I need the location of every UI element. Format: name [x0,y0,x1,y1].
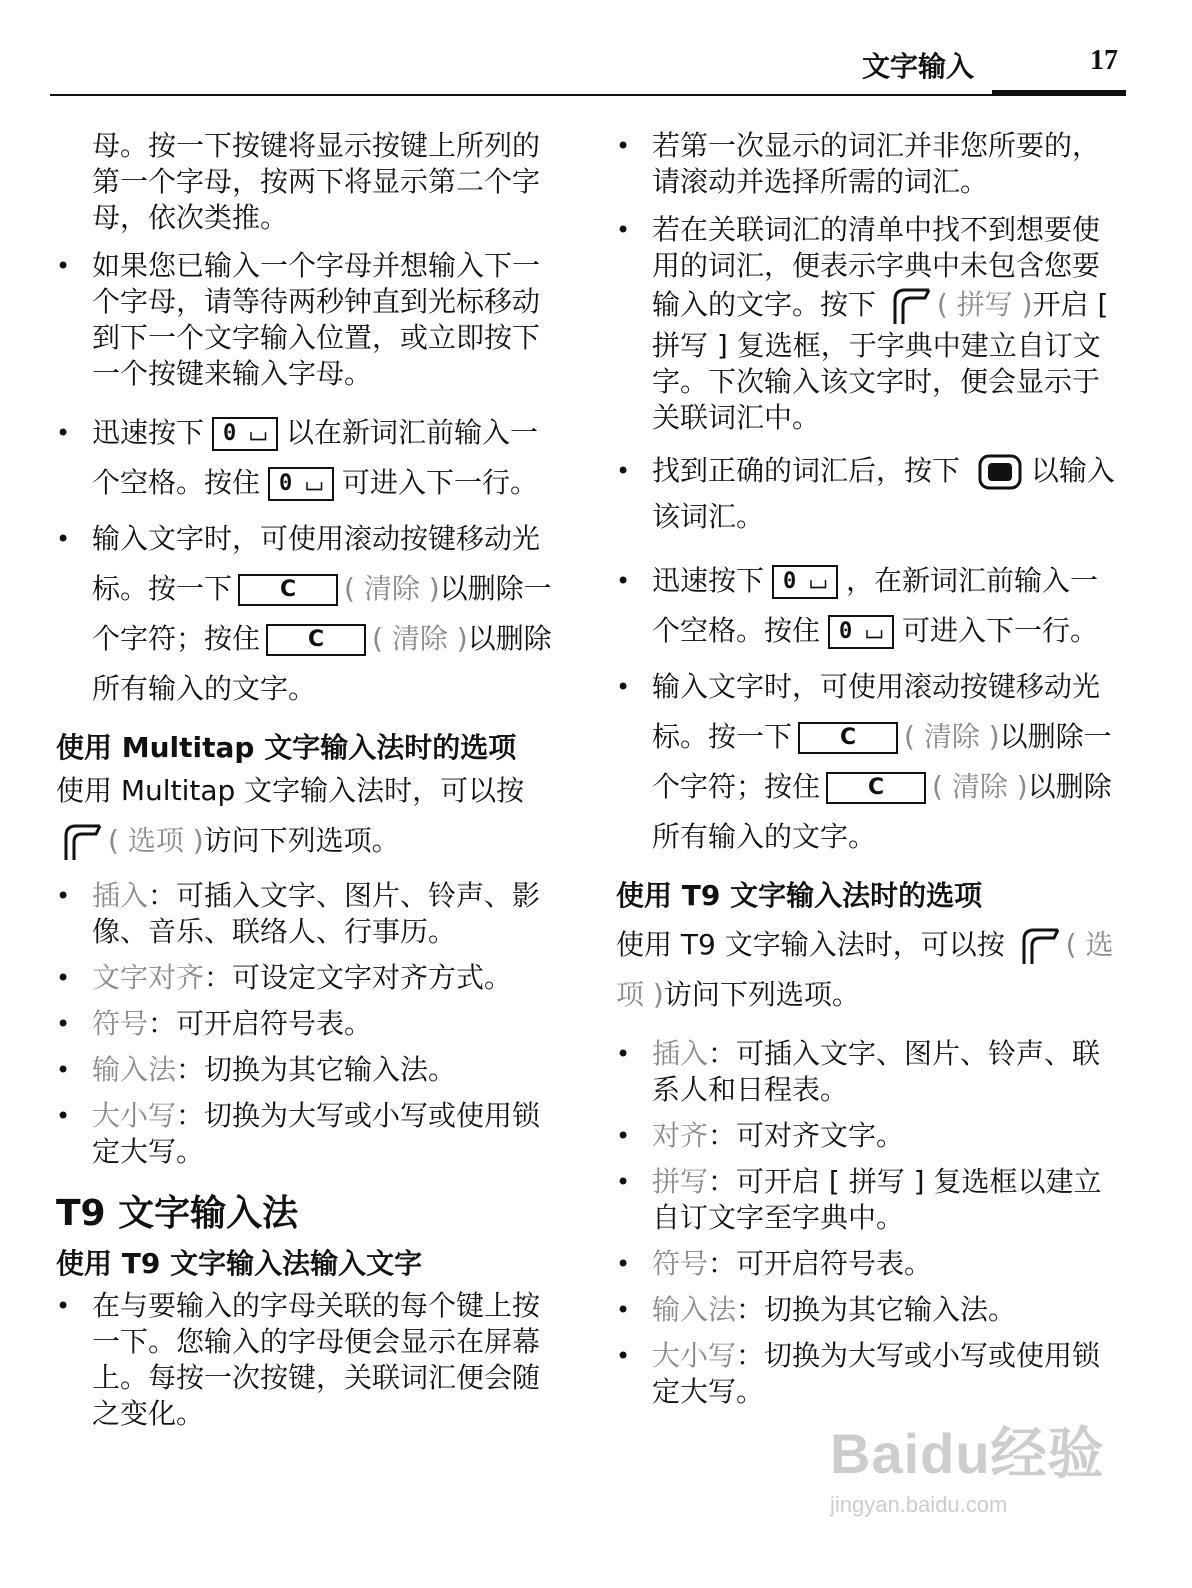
select-key-icon [977,453,1023,491]
list-item [56,1052,556,1088]
option-label: 符号 [652,1247,709,1280]
text: 使用 Multitap 文字输入法时，可以按 [56,774,525,807]
text: 迅速按下 [92,416,205,449]
text: 以在新词汇前输入一个空格。按住 [92,416,539,499]
text: 以删除一个字符；按住 [92,572,552,655]
options-key-icon [1018,924,1062,968]
list-item [616,662,1126,862]
option-text: ：可对齐文字。 [708,1119,905,1152]
watermark-logo: Baidu经验 [830,1422,1105,1485]
section-heading: 使用 T9 文字输入法输入文字 [56,1247,423,1280]
options-key-icon [889,284,933,328]
option-text: ：可设定文字对齐方式。 [204,961,513,994]
text: 以输入该词汇。 [652,454,1115,533]
text: 输入文字时，可使用滚动按键移动光标。按一下 [92,522,541,605]
text: 以删除所有输入的文字。 [652,770,1112,853]
options-label: ( 选项 ) [616,928,1114,1011]
clear-key-icon: C [826,772,926,804]
text: 以删除一个字符；按住 [652,720,1112,803]
option-text: ：可开启符号表。 [148,1007,373,1040]
option-text: ：切换为其它输入法。 [736,1293,1017,1326]
list-item: • 在与要输入的字母关联的每个键上按一下。您输入的字母便会显示在屏幕上。每按一次按键，关联词汇便会随之变化。 [56,1288,556,1432]
list-item [56,1098,556,1170]
option-label: 输入法 [92,1053,177,1086]
text: 可进入下一行。 [902,614,1099,647]
list-item [56,514,556,714]
list-item [616,1036,1126,1108]
option-text: ：切换为大写或小写或使用锁定大写。 [92,1099,541,1168]
body-paragraph [616,920,1126,1020]
text: 若在关联词汇的清单中找不到想要使用的词汇，便表示字典中未包含您要输入的文字。按下 [652,213,1101,321]
list-item [616,1118,1126,1154]
clear-label: ( 清除 ) [904,720,1000,753]
section-heading: 使用 Multitap 文字输入法时的选项 [56,731,517,764]
list-item: • 如果您已输入一个字母并想输入下一个字母，请等待两秒钟直到光标移动到下一个文字输入位置，或立即按下一个按键来输入字母。 [56,248,556,392]
clear-key-icon: C [238,574,338,606]
option-text: ：可开启 [ 拼写 ] 复选框以建立自订文字至字典中。 [652,1165,1102,1234]
list-item [616,1164,1126,1236]
text: 以删除所有输入的文字。 [92,622,552,705]
list-item [56,960,556,996]
option-label: 拼写 [652,1165,709,1198]
body-paragraph [56,766,556,866]
watermark-url: jingyan.baidu.com [830,1492,1008,1517]
option-label: 输入法 [652,1293,737,1326]
option-label: 大小写 [652,1339,737,1372]
text: 使用 T9 文字输入法时，可以按 [616,928,1005,961]
left-column [56,128,556,1432]
zero-key-icon: 0 ⌴ [772,565,838,599]
options-label: ( 选项 ) [108,824,204,857]
zero-key-icon: 0 ⌴ [828,615,894,649]
clear-label: ( 清除 ) [372,622,468,655]
clear-key-icon: C [266,624,366,656]
option-text: ：可开启符号表。 [708,1247,933,1280]
text: 访问下列选项。 [203,824,400,857]
list-item [616,1292,1126,1328]
list-item [616,212,1126,436]
list-item [56,1006,556,1042]
watermark [830,1410,1120,1520]
text: ，在新词汇前输入一个空格。按住 [652,564,1099,647]
list-item [616,1246,1126,1282]
list-item [56,878,556,950]
header-rule-accent [992,90,1126,96]
section-heading: 使用 T9 文字输入法时的选项 [616,879,983,912]
list-item [56,408,556,508]
option-text: ：切换为大写或小写或使用锁定大写。 [652,1339,1101,1408]
options-key-icon [60,820,104,864]
section-title: T9 文字输入法 [56,1193,299,1234]
option-label: 插入 [652,1037,709,1070]
right-column [616,128,1126,1410]
spell-label: ( 拼写 ) [936,288,1033,321]
option-label: 插入 [92,879,149,912]
chapter-title: 文字输入 [862,50,975,83]
list-item [616,448,1126,540]
clear-label: ( 清除 ) [344,572,440,605]
text: 迅速按下 [652,564,765,597]
header-rule [50,94,1126,96]
zero-key-icon: 0 ⌴ [212,417,278,451]
text: 找到正确的词汇后，按下 [652,454,961,487]
text: 开启 [ 拼写 ] 复选框，于字典中建立自订文字。下次输入该文字时，便会显示于关联词汇中。 [652,288,1109,434]
text: 访问下列选项。 [663,978,860,1011]
text: 可进入下一行。 [342,466,539,499]
zero-key-icon: 0 ⌴ [268,467,334,501]
list-item [616,1338,1126,1410]
option-text: ：可插入文字、图片、铃声、联系人和日程表。 [652,1037,1101,1106]
option-label: 文字对齐 [92,961,205,994]
option-label: 对齐 [652,1119,709,1152]
option-label: 大小写 [92,1099,177,1132]
clear-label: ( 清除 ) [932,770,1028,803]
text: 输入文字时，可使用滚动按键移动光标。按一下 [652,670,1101,753]
list-item [616,556,1126,656]
page-number: 17 [1090,45,1118,76]
list-item: • 若第一次显示的词汇并非您所要的，请滚动并选择所需的词汇。 [616,128,1126,200]
option-text: ：切换为其它输入法。 [176,1053,457,1086]
clear-key-icon: C [798,722,898,754]
intro-paragraph: 母。按一下按键将显示按键上所列的第一个字母，按两下将显示第二个字母，依次类推。 [92,129,541,234]
option-label: 符号 [92,1007,149,1040]
option-text: ：可插入文字、图片、铃声、影像、音乐、联络人、行事历。 [92,879,541,948]
